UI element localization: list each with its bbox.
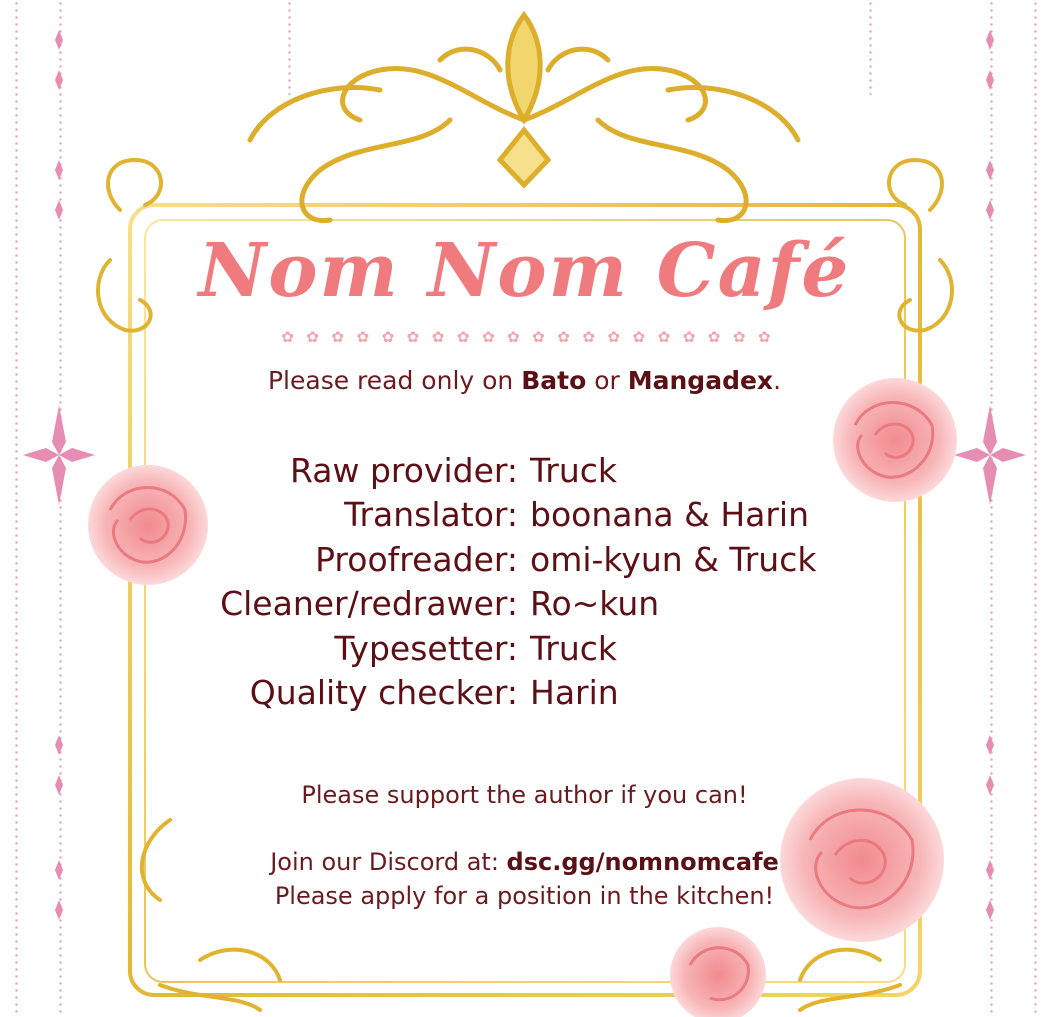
credit-row	[160, 493, 880, 538]
credit-role: Translator:	[344, 495, 518, 535]
credit-role: Proofreader:	[315, 539, 518, 579]
notice-suffix: .	[773, 366, 782, 395]
credit-row	[160, 582, 880, 627]
support-notice: Please support the author if you can!	[301, 781, 748, 809]
page-title: Nom Nom Café	[198, 228, 851, 314]
site-bato: Bato	[521, 366, 587, 395]
discord-line	[0, 848, 1049, 876]
credit-row	[160, 448, 880, 493]
rose-icon	[670, 927, 766, 1017]
read-notice	[0, 366, 1049, 395]
credit-name: Truck	[530, 628, 618, 668]
apply-notice: Please apply for a position in the kitchen!	[274, 882, 775, 910]
notice-prefix: Please read only on	[267, 366, 522, 395]
site-mangadex: Mangadex	[627, 366, 774, 395]
credit-row	[160, 671, 880, 716]
discord-prefix: Join our Discord at:	[270, 848, 507, 876]
credit-name: Truck	[530, 450, 618, 490]
credit-role: Typesetter:	[334, 628, 518, 668]
credits-list	[160, 448, 880, 715]
credit-name: Ro~kun	[530, 584, 660, 624]
credit-name: Harin	[530, 673, 619, 713]
notice-mid: or	[586, 366, 628, 395]
crown-ornament	[250, 15, 798, 221]
credit-role: Raw provider:	[290, 450, 518, 490]
decorative-divider: ✿ ✿ ✿ ✿ ✿ ✿ ✿ ✿ ✿ ✿ ✿ ✿ ✿ ✿ ✿ ✿ ✿ ✿ ✿ ✿	[281, 328, 771, 346]
credit-role: Quality checker:	[249, 673, 518, 713]
credit-row	[160, 537, 880, 582]
credit-name: boonana & Harin	[530, 495, 810, 535]
credit-row	[160, 626, 880, 671]
credit-role: Cleaner/redrawer:	[220, 584, 518, 624]
credit-name: omi-kyun & Truck	[530, 539, 817, 579]
discord-link[interactable]: dsc.gg/nomnomcafe	[506, 848, 779, 876]
